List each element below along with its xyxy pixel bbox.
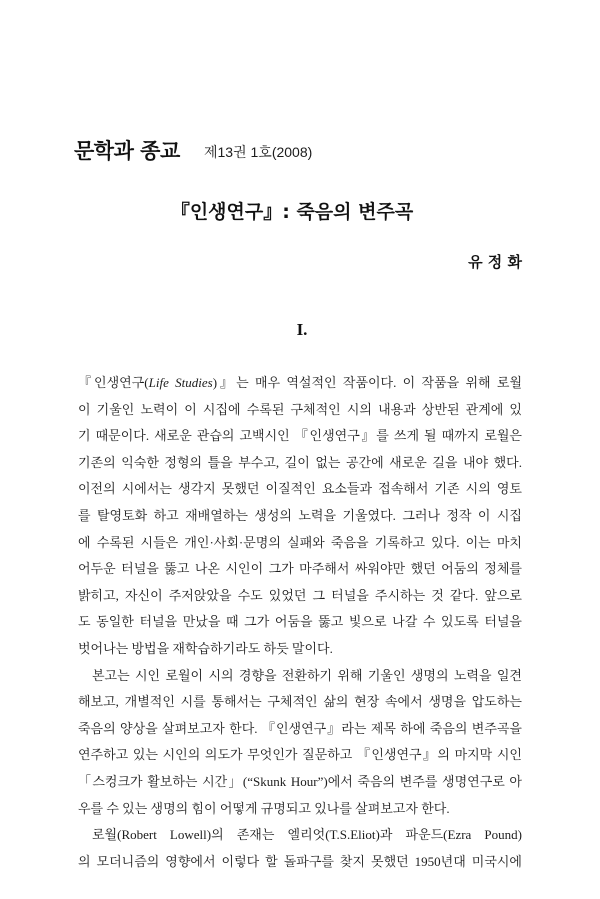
body-line: 벗어나는 방법을 재학습하기라도 하듯 말이다. [78, 640, 333, 656]
paragraph [78, 370, 522, 663]
body-line: 기존의 익숙한 정형의 틀을 부수고, 길이 없는 공간에 새로운 길을 내야 했다. [78, 454, 522, 470]
body-line: 기 때문이다. 새로운 관습의 고백시인 『인생연구』를 쓰게 될 때까지 로월은 [78, 428, 522, 444]
body-line: 본고는 시인 로월이 시의 경향을 전환하기 위해 기울인 생명의 노력을 일견 [92, 667, 522, 683]
body-line: 어두운 터널을 뚫고 나온 시인이 그가 마주해서 싸워야만 했던 어둠의 정체를 [78, 561, 522, 577]
body-line-text: )』는 매우 역설적인 작품이다. 이 작품을 위해 로월 [212, 375, 522, 390]
body-line [78, 370, 522, 397]
body-line: 연주하고 있는 시인의 의도가 무엇인가 질문하고 『인생연구』의 마지막 시인 [78, 747, 522, 763]
body-line: 해보고, 개별적인 시를 통해서는 구체적인 삶의 현장 속에서 생명을 압도하는 [78, 694, 522, 710]
article-body [78, 370, 522, 875]
body-line: 도 동일한 터널을 만났을 때 그가 어둠을 뚫고 빛으로 나갈 수 있도록 터널을 [78, 614, 522, 630]
body-line: 의 모더니즘의 영향에서 이렇다 할 돌파구를 찾지 못했던 1950년대 미국시에 [78, 853, 522, 869]
journal-issue: 제13권 1호(2008) [204, 144, 313, 160]
article-author: 유 정 화 [468, 253, 522, 271]
body-line: 죽음의 양상을 살펴보고자 한다. 『인생연구』라는 제목 하에 죽음의 변주곡을 [78, 720, 522, 736]
body-line: 에 수록된 시들은 개인·사회·문명의 실패와 죽음을 기록하고 있다. 이는 마치 [78, 534, 522, 550]
article-title: 『인생연구』: 죽음의 변주곡 [170, 201, 414, 223]
paragraph [78, 822, 522, 875]
section-heading: I. [296, 320, 308, 339]
journal-name-logo: 문학과 종교 [74, 139, 180, 163]
body-line: 이전의 시에서는 생각지 못했던 이질적인 요소들과 접속해서 기존 시의 영토 [78, 481, 522, 497]
italic-book-title: Life Studies [148, 375, 213, 390]
body-line: 밝히고, 자신이 주저앉았을 수도 있었던 그 터널을 주시하는 것 같다. 앞으로 [78, 587, 522, 603]
paragraph [78, 663, 522, 823]
body-line: 「스컹크가 활보하는 시간」(“Skunk Hour”)에서 죽음의 변주를 생명연구로 아 [78, 773, 522, 789]
body-line: 를 탈영토화 하고 재배열하는 생성의 노력을 기울였다. 그러나 정작 이 시집 [78, 507, 522, 523]
body-line-text: 『인생연구( [78, 375, 149, 390]
body-line: 우를 수 있는 생명의 힘이 어떻게 규명되고 있나를 살펴보고자 한다. [78, 800, 450, 816]
body-line: 로월(Robert Lowell)의 존재는 엘리엇(T.S.Eliot)과 파운드(Ezra Pound) [92, 827, 522, 843]
body-line: 이 기울인 노력이 이 시집에 수록된 구체적인 시의 내용과 상반된 관계에 있 [78, 401, 522, 417]
